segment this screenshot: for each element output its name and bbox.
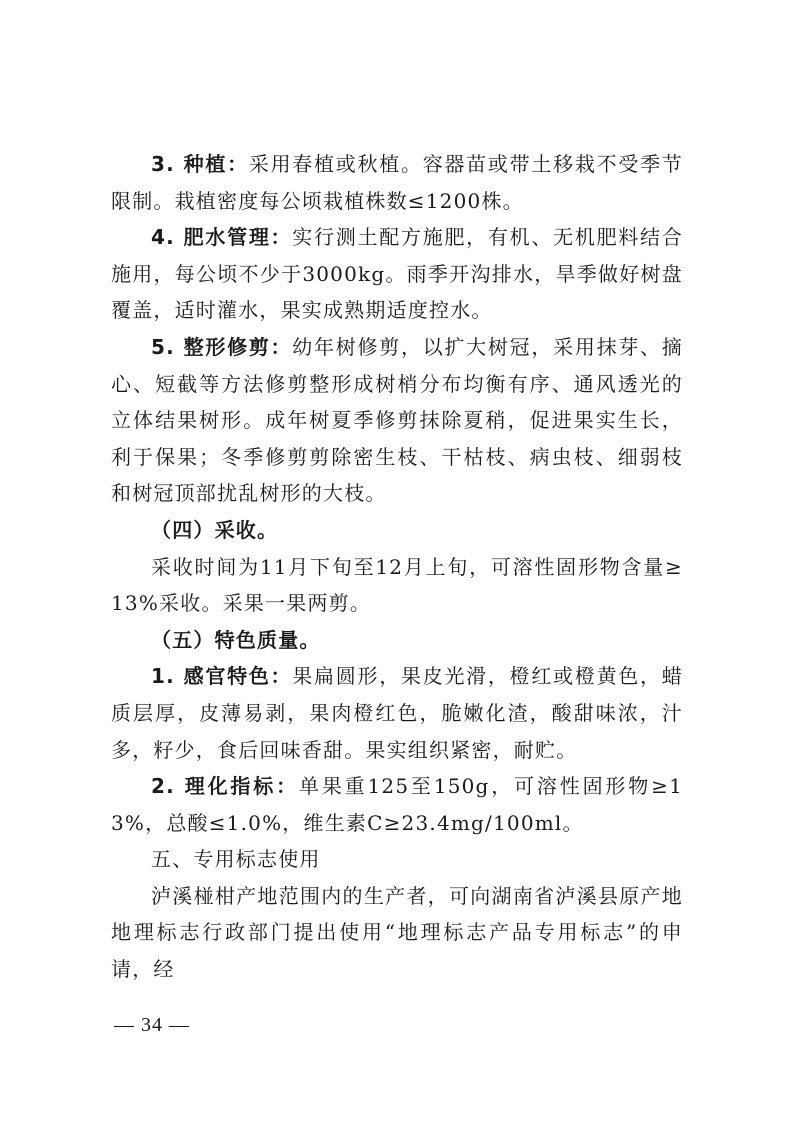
paragraph-physicochemical	[111, 768, 683, 841]
paragraph-label-use: 泸溪椪柑产地范围内的生产者，可向湖南省泸溪县原产地地理标志行政部门提出使用“地理标志产品专用标志”的申请，经	[111, 883, 683, 982]
section-heading-label-use: 五、专用标志使用	[151, 847, 321, 872]
paragraph-harvest: 采收时间为11月下旬至12月上旬，可溶性固形物含量≥13%采收。采果一果两剪。	[111, 554, 683, 616]
paragraph-body: 采用春植或秋植。容器苗或带土移栽不受季节限制。栽植密度每公顷栽植株数≤1200株。	[111, 152, 683, 213]
paragraph-pruning	[111, 329, 683, 512]
section-heading-harvest: （四）采收。	[151, 517, 279, 542]
paragraph-sensory	[111, 658, 683, 768]
paragraph-body: 幼年树修剪，以扩大树冠，采用抹芽、摘心、短截等方法修剪整形成树梢分布均衡有序、通风透光的立体结果树形。成年树夏季修剪抹除夏稍，促进果实生长，利于保果；冬季修剪剪除密生枝、干枯枝、病虫枝、细弱枝和树冠顶部扰乱树形的大枝。	[111, 334, 683, 506]
paragraph-lead: 5. 整形修剪：	[151, 334, 293, 359]
paragraph-lead: 3. 种植：	[151, 152, 249, 176]
page-number: — 34 —	[114, 1014, 190, 1036]
paragraph-body: 果扁圆形，果皮光滑，橙红或橙黄色，蜡质层厚，皮薄易剥，果肉橙红色，脆嫩化渣，酸甜味浓，汁多，籽少，食后回味香甜。果实组织紧密，耐贮。	[111, 664, 683, 762]
paragraph-lead: 4. 肥水管理：	[151, 225, 293, 250]
paragraph-body: 实行测土配方施肥，有机、无机肥料结合施用，每公顷不少于3000kg。雨季开沟排水，旱季做好树盘覆盖，适时灌水，果实成熟期适度控水。	[111, 225, 683, 323]
paragraph-body: 单果重125至150g，可溶性固形物≥13%，总酸≤1.0%，维生素C≥23.4mg/100ml。	[111, 774, 684, 835]
section-heading-quality: （五）特色质量。	[151, 627, 321, 652]
paragraph-fertilizer-water	[111, 219, 683, 329]
paragraph-lead: 1. 感官特色：	[151, 664, 293, 689]
paragraph-planting	[111, 146, 683, 219]
page-body	[111, 146, 683, 988]
paragraph-lead: 2. 理化指标：	[151, 774, 299, 799]
